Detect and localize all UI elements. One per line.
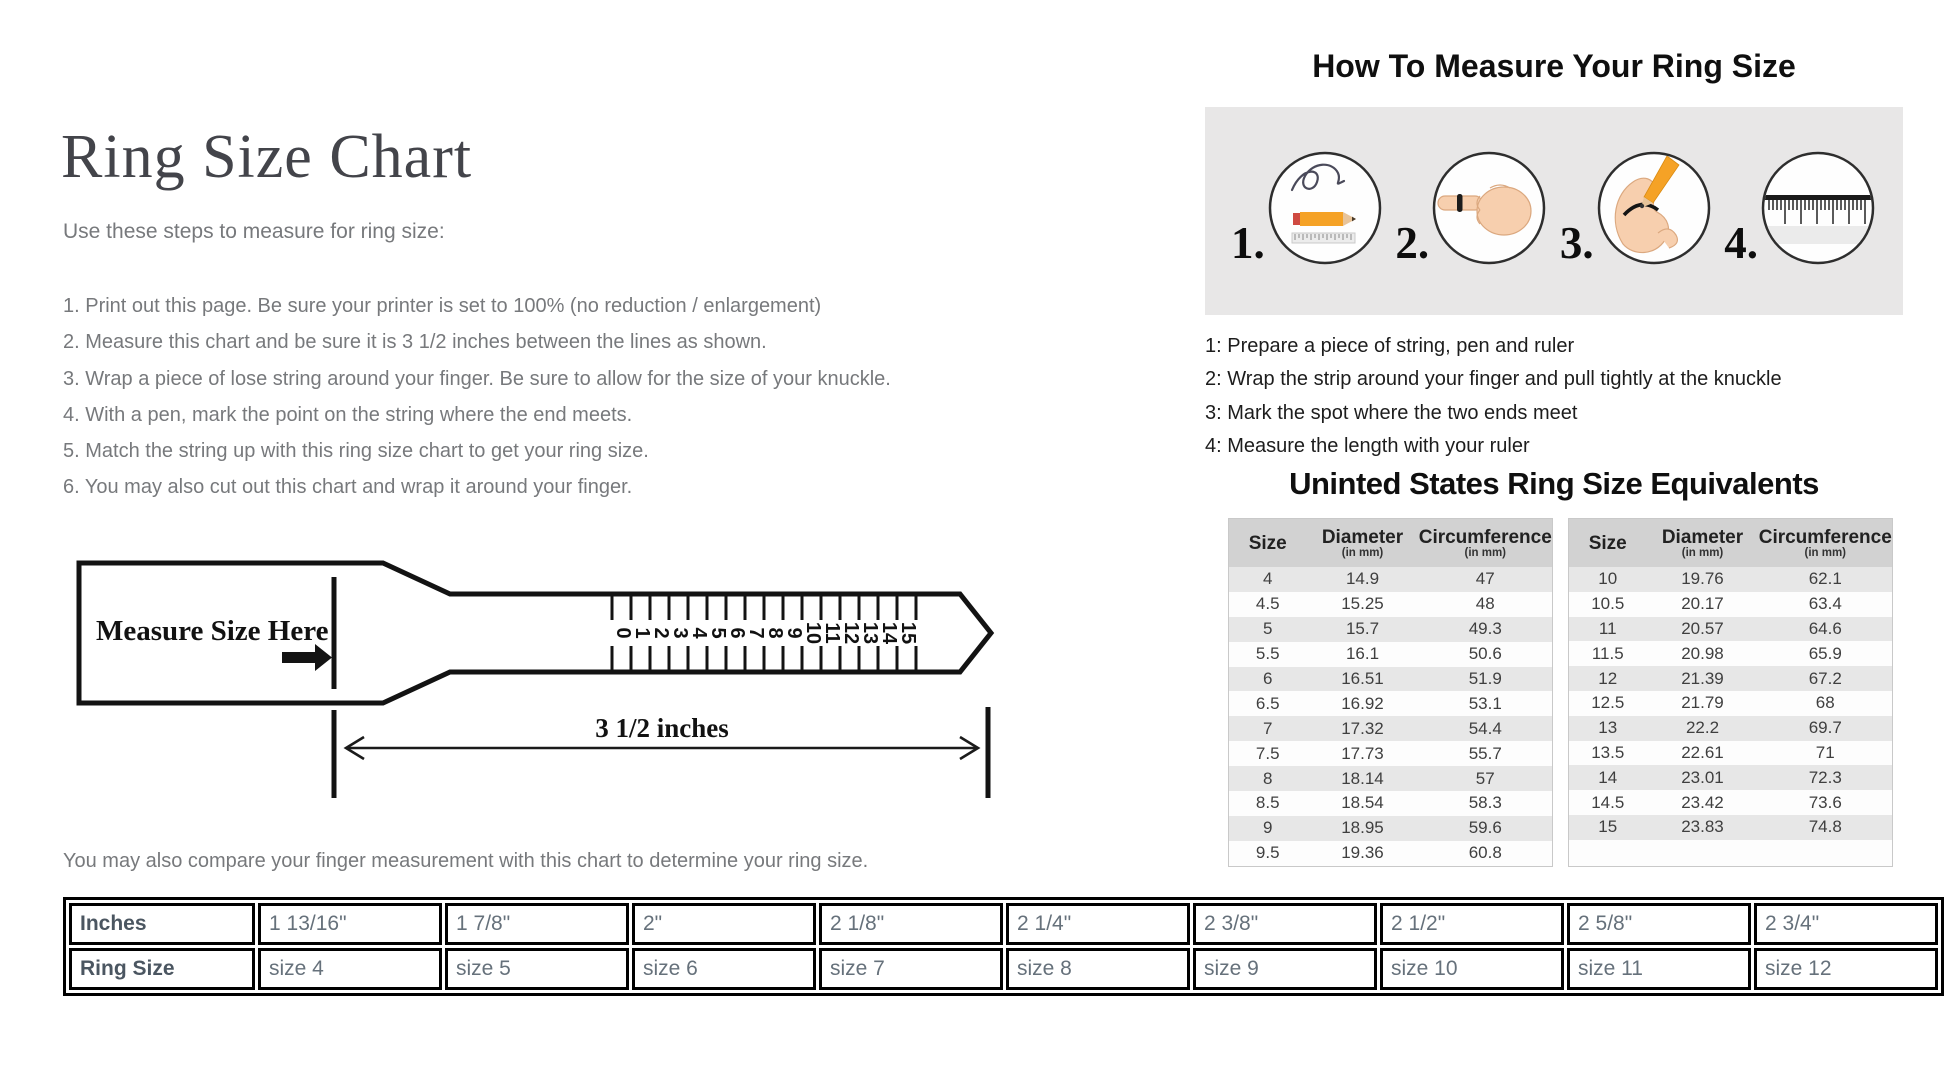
equivalents-cell: 7 — [1263, 718, 1273, 738]
ruler-icon — [1759, 136, 1877, 286]
equivalents-cell: 9.5 — [1255, 843, 1280, 863]
sizer-mark-number: 6 — [726, 627, 748, 639]
equivalents-row — [1569, 641, 1893, 666]
equivalents-cell: 12.5 — [1591, 693, 1625, 713]
howto-title: How To Measure Your Ring Size — [1312, 48, 1796, 84]
equivalents-cell: 6 — [1263, 669, 1273, 688]
equivalents-cell: 49.3 — [1468, 619, 1502, 639]
equivalents-cell: 71 — [1815, 742, 1835, 762]
sizer-mark-number: 4 — [688, 627, 710, 639]
equivalents-cell: 15.25 — [1341, 594, 1384, 614]
inches-cell: 2 3/8" — [1193, 903, 1377, 945]
string-around-finger-icon — [1430, 136, 1548, 286]
equivalents-cell: 5 — [1263, 619, 1273, 639]
equivalents-row — [1229, 691, 1553, 716]
ring-size-cell: size 8 — [1006, 948, 1190, 990]
equivalents-empty-row — [1569, 840, 1893, 867]
equivalents-cell: 55.7 — [1468, 743, 1502, 763]
string-pencil-ruler-icon — [1266, 136, 1384, 286]
inches-row — [69, 903, 1938, 945]
inches-cell: 2 3/4" — [1754, 903, 1938, 945]
ring-size-row — [69, 948, 1938, 990]
equivalents-row — [1229, 816, 1553, 841]
equivalents-cell: 64.6 — [1808, 618, 1842, 638]
howto-step: 4: Measure the length with your ruler — [1205, 435, 1530, 458]
equivalents-row — [1229, 716, 1553, 741]
three-half-inches-label: 3 1/2 inches — [595, 713, 729, 743]
equivalents-cell: 67.2 — [1808, 668, 1842, 688]
equivalents-cell: 23.83 — [1681, 817, 1724, 837]
equivalents-cell: 7.5 — [1255, 743, 1280, 763]
equivalents-cell: 5.5 — [1255, 644, 1280, 664]
equivalents-header-row — [1569, 519, 1893, 568]
compare-note: You may also compare your finger measurement with this chart to determine your ring size. — [63, 850, 869, 872]
equivalents-cell: 17.73 — [1341, 743, 1384, 763]
sizer-mark-number: 7 — [745, 627, 767, 639]
equivalents-row — [1229, 791, 1553, 816]
equivalents-cell: 60.8 — [1468, 843, 1502, 863]
ring-size-row-header: Ring Size — [69, 948, 255, 990]
equivalents-cell: 18.54 — [1341, 793, 1384, 813]
equivalents-cell: 14.5 — [1591, 792, 1625, 812]
equivalents-row — [1569, 666, 1893, 691]
sizer-mark-number: 1 — [631, 627, 653, 639]
equivalents-cell: 10.5 — [1591, 594, 1625, 614]
instruction-step: 3. Wrap a piece of lose string around your finger. Be sure to allow for the size of your knuckle. — [63, 367, 891, 390]
equivalents-cell: 21.39 — [1681, 668, 1724, 688]
equivalents-row — [1229, 642, 1553, 667]
equivalents-cell: 20.17 — [1681, 594, 1724, 614]
sizer-mark-number: 11 — [821, 622, 843, 644]
howto-step: 1: Prepare a piece of string, pen and ruler — [1205, 335, 1575, 357]
equivalents-cell: 6.5 — [1255, 693, 1280, 713]
equivalents-cell: 22.61 — [1681, 742, 1724, 762]
howto-step-number: 3. — [1559, 218, 1594, 268]
equivalents-cell: 58.3 — [1468, 793, 1502, 813]
equivalents-cell: 63.4 — [1808, 594, 1842, 614]
equivalents-row — [1569, 765, 1893, 790]
sizer-mark-number: 5 — [707, 627, 729, 639]
equivalents-cell: 16.1 — [1345, 644, 1380, 664]
equivalents-cell: 47 — [1475, 569, 1495, 589]
measure-steps-list — [63, 288, 891, 506]
intro-text: Use these steps to measure for ring size: — [63, 220, 445, 243]
equivalents-cell: 54.4 — [1468, 718, 1502, 738]
howto-illustration-box — [1205, 107, 1903, 315]
equivalents-row — [1569, 567, 1893, 592]
inches-cell: 2 1/4" — [1006, 903, 1190, 945]
equivalents-row — [1569, 815, 1893, 840]
ring-size-cell: size 11 — [1567, 948, 1751, 990]
howto-step: 2: Wrap the strip around your finger and pull tightly at the knuckle — [1205, 368, 1782, 391]
equivalents-table-left — [1228, 518, 1553, 867]
equivalents-cell: 74.8 — [1808, 817, 1842, 837]
equivalents-row — [1569, 592, 1893, 617]
equivalents-row — [1569, 691, 1893, 716]
equivalents-cell: 9 — [1263, 818, 1273, 838]
equivalents-cell: 65.9 — [1808, 643, 1842, 663]
equivalents-row — [1229, 567, 1553, 592]
howto-item-2 — [1395, 136, 1548, 286]
equivalents-cell: 15 — [1598, 817, 1618, 837]
equivalents-cell: 11 — [1598, 618, 1617, 638]
sizer-mark-number: 13 — [859, 621, 881, 645]
howto-item-1 — [1231, 136, 1384, 286]
equivalents-cell: 16.51 — [1341, 669, 1384, 688]
equivalents-cell: 19.76 — [1681, 569, 1724, 589]
equivalents-tables — [1228, 518, 1893, 867]
equivalents-cell: 4 — [1263, 569, 1273, 589]
equivalents-row — [1229, 841, 1553, 866]
equivalents-row — [1229, 667, 1553, 692]
equivalents-cell: 19.36 — [1341, 843, 1384, 863]
equivalents-cell: 4.5 — [1255, 594, 1280, 614]
size-column-header: Size — [1229, 519, 1307, 568]
equivalents-cell: 59.6 — [1468, 818, 1502, 838]
instruction-step: 6. You may also cut out this chart and wrap it around your finger. — [63, 476, 633, 499]
equivalents-row — [1569, 790, 1893, 815]
diameter-column-header: Diameter (in mm) — [1307, 519, 1419, 568]
page-title: Ring Size Chart — [61, 123, 473, 191]
howto-step-number: 1. — [1231, 218, 1265, 268]
equivalents-title: Uninted States Ring Size Equivalents — [1289, 466, 1819, 501]
equivalents-cell: 50.6 — [1468, 644, 1502, 664]
instruction-step: 1. Print out this page. Be sure your printer is set to 100% (no reduction / enlargement) — [63, 295, 822, 317]
ring-size-cell: size 7 — [819, 948, 1003, 990]
equivalents-table-right — [1568, 518, 1893, 867]
equivalents-cell: 68 — [1815, 693, 1835, 713]
ring-size-cell: size 6 — [632, 948, 816, 990]
equivalents-cell: 8 — [1263, 768, 1273, 788]
inches-cell: 2 5/8" — [1567, 903, 1751, 945]
ring-size-cell: size 4 — [258, 948, 442, 990]
howto-item-4 — [1724, 136, 1877, 286]
ring-size-cell: size 5 — [445, 948, 629, 990]
equivalents-cell: 53.1 — [1468, 693, 1502, 713]
equivalents-cell: 20.57 — [1681, 618, 1724, 638]
ring-size-cell: size 10 — [1380, 948, 1564, 990]
measure-size-here-label: Measure Size Here — [96, 615, 329, 647]
howto-step-number: 4. — [1724, 218, 1758, 268]
equivalents-cell: 17.32 — [1341, 718, 1384, 738]
inches-to-ring-size-table — [63, 897, 1944, 996]
equivalents-cell: 20.98 — [1681, 643, 1724, 663]
equivalents-cell: 15.7 — [1345, 619, 1380, 639]
equivalents-cell: 62.1 — [1808, 569, 1842, 589]
ring-sizer-diagram — [40, 540, 1030, 820]
equivalents-cell: 73.6 — [1808, 792, 1842, 812]
sizer-mark-number: 9 — [783, 627, 805, 639]
equivalents-cell: 23.01 — [1681, 767, 1724, 787]
sizer-mark-number: 10 — [802, 621, 824, 645]
sizer-mark-number: 8 — [764, 627, 786, 639]
equivalents-cell: 13.5 — [1591, 742, 1625, 762]
equivalents-cell: 14 — [1598, 767, 1618, 787]
instruction-step: 2. Measure this chart and be sure it is 3 1/2 inches between the lines as shown. — [63, 331, 767, 354]
circumference-column-header: Circumference (in mm) — [1759, 519, 1893, 568]
sizer-mark-number: 12 — [840, 621, 862, 645]
inches-cell: 2 1/8" — [819, 903, 1003, 945]
ring-size-cell: size 12 — [1754, 948, 1938, 990]
instruction-step: 4. With a pen, mark the point on the string where the end meets. — [63, 403, 633, 426]
equivalents-cell: 10 — [1598, 569, 1618, 589]
equivalents-cell: 16.92 — [1341, 693, 1384, 713]
equivalents-cell: 23.42 — [1681, 792, 1724, 812]
inches-cell: 2 1/2" — [1380, 903, 1564, 945]
equivalents-cell: 14.9 — [1345, 569, 1380, 589]
circumference-column-header: Circumference (in mm) — [1419, 519, 1553, 568]
equivalents-cell: 12 — [1598, 668, 1618, 688]
equivalents-cell: 22.2 — [1685, 718, 1720, 738]
equivalents-row — [1229, 766, 1553, 791]
equivalents-row — [1569, 741, 1893, 766]
equivalents-cell: 18.95 — [1341, 818, 1384, 838]
equivalents-cell: 48 — [1475, 594, 1495, 614]
diameter-column-header: Diameter (in mm) — [1647, 519, 1759, 568]
equivalents-cell: 11.5 — [1591, 643, 1624, 663]
equivalents-cell: 8.5 — [1255, 793, 1280, 813]
equivalents-cell: 72.3 — [1808, 767, 1842, 787]
equivalents-cell: 57 — [1475, 768, 1495, 788]
equivalents-row — [1569, 716, 1893, 741]
equivalents-header-row — [1229, 519, 1553, 568]
ring-size-cell: size 9 — [1193, 948, 1377, 990]
inches-cell: 1 13/16" — [258, 903, 442, 945]
sizer-mark-number: 2 — [650, 627, 672, 639]
inches-row-header: Inches — [69, 903, 255, 945]
equivalents-cell: 69.7 — [1808, 718, 1842, 738]
equivalents-row — [1229, 617, 1553, 642]
howto-step: 3: Mark the spot where the two ends meet — [1205, 401, 1578, 424]
sizer-mark-number: 15 — [897, 621, 919, 645]
equivalents-cell: 18.14 — [1341, 768, 1384, 788]
inches-cell: 1 7/8" — [445, 903, 629, 945]
howto-steps-list — [1205, 330, 1782, 464]
inches-cell: 2" — [632, 903, 816, 945]
equivalents-row — [1229, 741, 1553, 766]
sizer-mark-number: 0 — [612, 627, 634, 639]
sizer-mark-number: 3 — [669, 627, 691, 639]
size-column-header: Size — [1569, 519, 1647, 568]
equivalents-cell: 13 — [1598, 718, 1618, 738]
equivalents-row — [1229, 592, 1553, 617]
howto-step-number: 2. — [1395, 218, 1430, 268]
instruction-step: 5. Match the string up with this ring size chart to get your ring size. — [63, 440, 649, 463]
equivalents-cell: 21.79 — [1681, 693, 1724, 713]
mark-string-icon — [1595, 136, 1713, 286]
sizer-mark-number: 14 — [878, 621, 900, 645]
equivalents-row — [1569, 617, 1893, 642]
howto-item-3 — [1560, 136, 1713, 286]
equivalents-cell: 51.9 — [1468, 669, 1502, 688]
